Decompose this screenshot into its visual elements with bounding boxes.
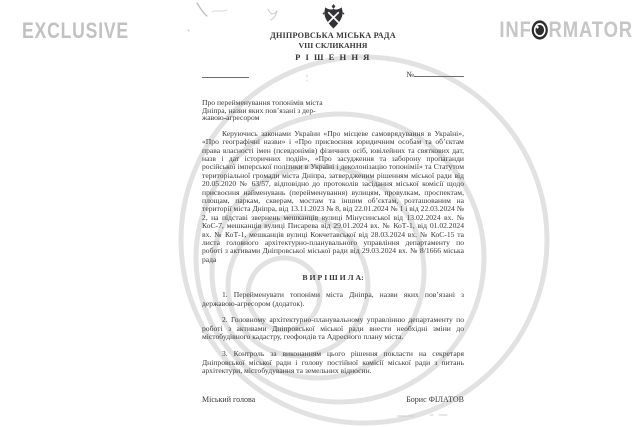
resolution-heading: В И Р І Ш И Л А: [302,273,364,283]
signature-row [202,396,464,404]
resolution-item-3: 3. Контроль за виконанням цього рішення покласти на секретаря Дніпровської міської ради і голову постійної комісії міської ради з питань архітектури, містобудування та земельних відносин. [202,349,464,375]
informator-text-prefix: INF [499,17,532,42]
camera-lens-icon [531,19,549,41]
preamble-paragraph: Керуючись законами України «Про місцеве самоврядування в Україні», «Про географічні назви» і «Про присвоєння юридичним особам та об’єктам права власності імен (псевдонімів) фізичних осіб, ювілейних та святкових дат, назв і дат історичних подій», «Про засудження та заборону пропаганди російської імперської політики в Україні і деколонізацію топонімії» та Статутом територіальної громади міста Дніпра, затвердженим рішенням міської ради від 20.05.2020 № 63/57, відповідно до протоколів засідання міської комісії щодо присвоєння найменувань (перейменування) вулицям, провулкам, проспектам, площам, паркам, скверам, мостам та іншим об’єктам, розташованим на території міста Дніпра, від 13.11.2023 № 8, від 22.01.2024 № 1 і від 22.03.2024 № 2, на підставі звернень мешканців вулиці Мінусинської від 13.02.2024 вх. № КоС-7, мешканців вулиці Писарева від 29.01.2024 вх. № КоТ-1, від 01.02.2024 вх. № КоТ-1, мешканців вулиці Кокчетавської від 28.03.2024 вх. № КоС-15 та листа головного архітектурно-планувального управління департаменту по роботі з активами Дніпровської міської ради від 29.03.2024 вх. № 8/1666 міська рада [202,128,464,264]
number-label: № [406,70,414,80]
council-name: ДНІПРОВСЬКА МІСЬКА РАДА [270,31,396,40]
city-coat-of-arms-icon [322,4,345,29]
subject-block [202,99,362,122]
informator-watermark [499,19,633,41]
document [202,2,464,405]
exclusive-watermark: EXCLUSIVE [22,18,129,43]
date-blank-line [202,77,249,78]
number-blank-line [414,68,464,77]
number-field [406,68,464,79]
date-and-number-row [202,68,464,80]
document-type-heading: Р І Ш Е Н Н Я [295,51,371,62]
resolution-item-2: 2. Головному архітектурно-планувальному управлінню департаменту по роботі з активами Дніпровської міської ради внести необхідні зміни до містобудівного кадастру, геофондів та Адресного плану міста. [202,315,464,342]
convocation-line: VIII СКЛИКАННЯ [298,40,368,50]
signer-position: Міський голова [202,395,256,405]
signer-name: Борис ФІЛАТОВ [406,395,464,405]
subject-line: Про перейменування топонімів міста [202,98,323,108]
informator-text-suffix: RMATOR [548,17,633,42]
subject-line: Дніпра, назви яких пов’язані з дер- [202,105,316,115]
subject-line: жавою-агресором [202,113,260,123]
resolution-item-1: 1. Перейменувати топоніми міста Дніпра, назви яких пов’язані з державою-агресором (додаток). [202,290,464,308]
